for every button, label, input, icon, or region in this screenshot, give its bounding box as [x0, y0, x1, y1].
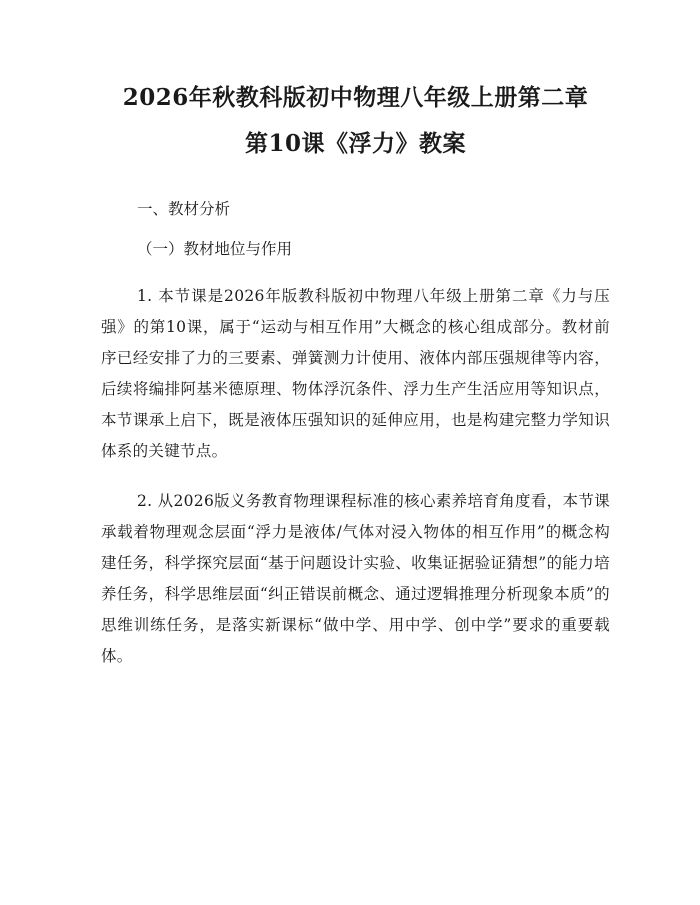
document-title [101, 82, 610, 160]
subsection-heading-position-and-role: （一）教材地位与作用 [137, 240, 293, 258]
section-heading-teaching-material-analysis: 一、教材分析 [137, 200, 231, 218]
title-line-2: 第10课《浮力》教案 [244, 130, 466, 157]
title-line-1: 2026年秋教科版初中物理八年级上册第二章 [122, 84, 589, 111]
paragraph-2: 2. 从2026版义务教育物理课程标准的核心素养培育角度看，本节课承载着物理观念层面“浮力是液体/气体对浸入物体的相互作用”的概念构建任务，科学探究层面“基于问题设计实验、收集证据验证猜想”的能力培养任务，科学思维层面“纠正错误前概念、通过逻辑推理分析现象本质”的思维训练任务，是落实新课标“做中学、用中学、创中学”要求的重要载体。 [101, 492, 610, 665]
paragraph-1: 1. 本节课是2026年版教科版初中物理八年级上册第二章《力与压强》的第10课，属于“运动与相互作用”大概念的核心组成部分。教材前序已经安排了力的三要素、弹簧测力计使用、液体内部压强规律等内容，后续将编排阿基米德原理、物体浮沉条件、浮力生产生活应用等知识点，本节课承上启下，既是液体压强知识的延伸应用，也是构建完整力学知识体系的关键节点。 [101, 287, 610, 460]
